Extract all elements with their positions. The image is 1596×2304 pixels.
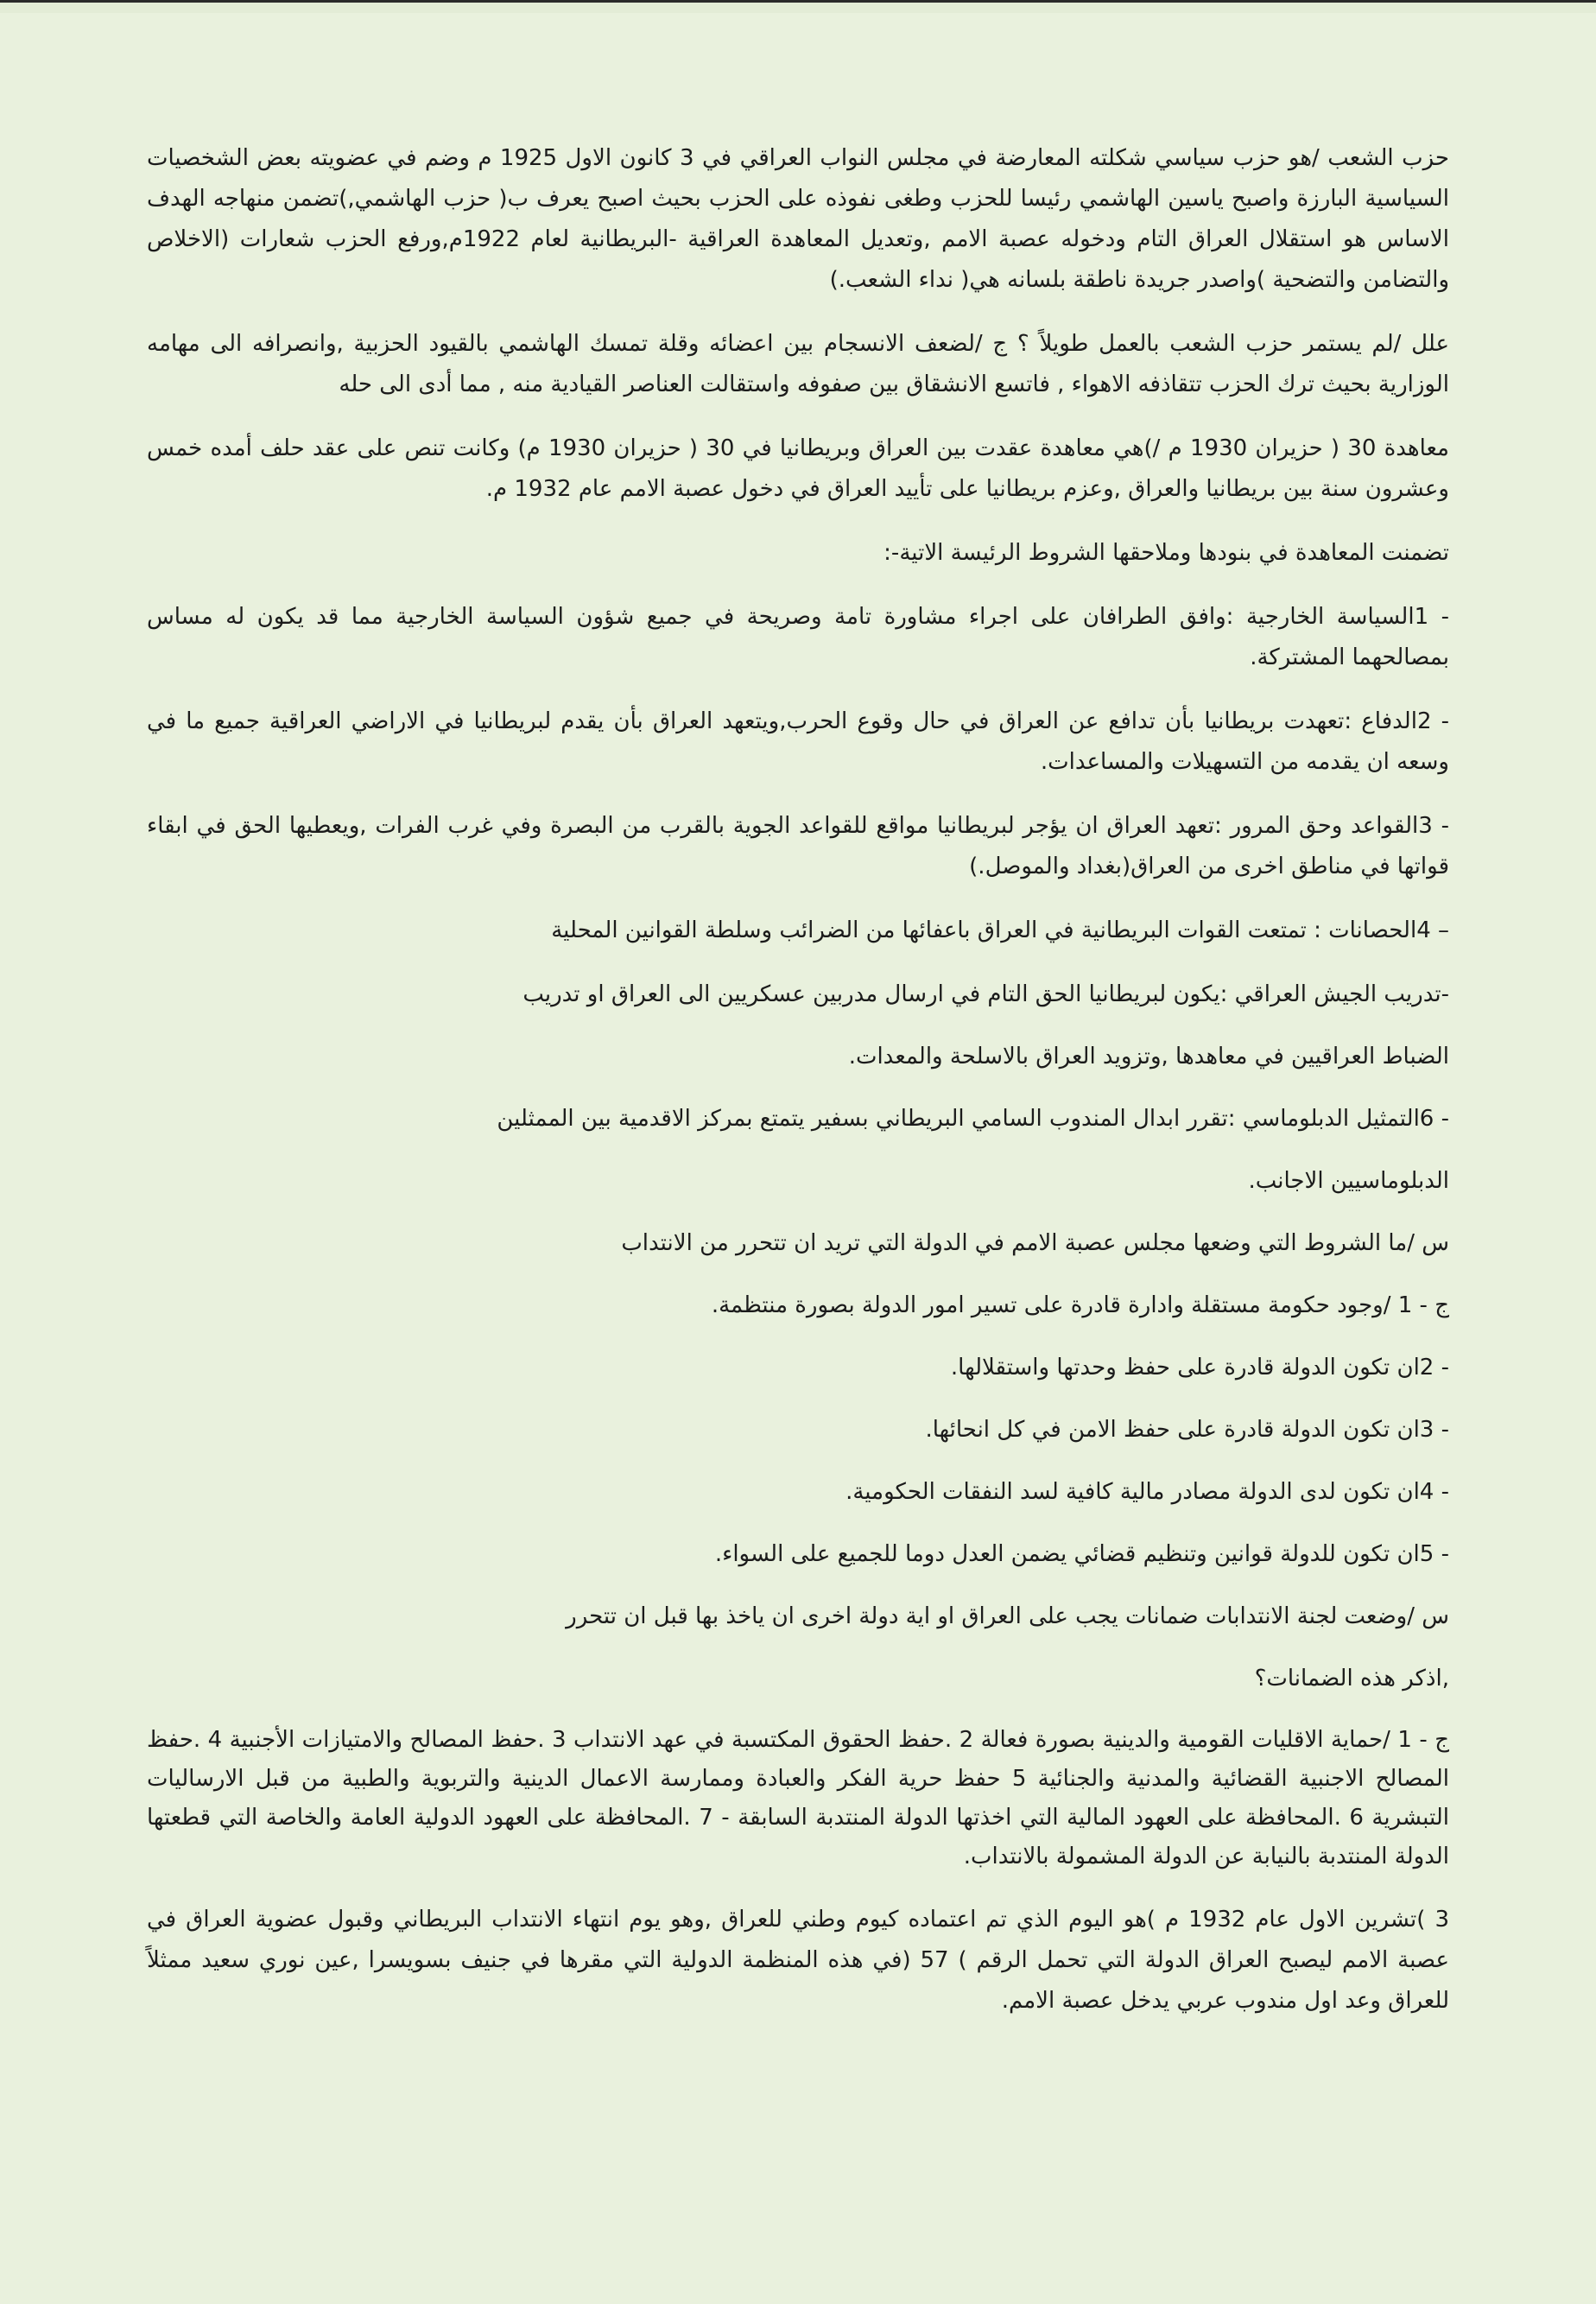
paragraph-peoples-party: حزب الشعب /هو حزب سياسي شكلته المعارضة في مجلس النواب العراقي في 3 كانون الاول 1925 م وضم في عضويته بعض الشخصيات السياسية البارزة واصبح ياسين الهاشمي رئيسا للحزب وطغى نفوذه على الحزب بحيث اصبح يعرف ب( حزب الهاشمي,)تضمن منهاجه الهدف الاساس هو استقلال العراق التام ودخوله عصبة الامم ,وتعديل المعاهدة العراقية -البريطانية لعام 1922م,ورفع الحزب شعارات (الاخلاص والتضامن والتضحية )واصدر جريدة ناطقة بلسانه هي( نداء الشعب.): [147, 145, 1450, 293]
paragraph-league-answer-5: - 5ان تكون للدولة قوانين وتنظيم قضائي يضمن العدل دوما للجميع على السواء.: [714, 1541, 1449, 1567]
paragraph-league-question: س /ما الشروط التي وضعها مجلس عصبة الامم في الدولة التي تريد ان تتحرر من الانتداب: [621, 1230, 1449, 1256]
paragraph-army-training: -تدريب الجيش العراقي :يكون لبريطانيا الحق التام في ارسال مدربين عسكريين الى العراق او تدريب: [522, 981, 1449, 1007]
paragraph-league-answer-3: - 3ان تكون الدولة قادرة على حفظ الامن في كل انحائها.: [925, 1417, 1449, 1443]
paragraph-immunities: – 4الحصانات : تمتعت القوات البريطانية في العراق باعفائها من الضرائب وسلطة القوانين المحلية: [551, 917, 1449, 943]
paragraph-treaty-1930: معاهدة 30 ( حزيران 1930 م /)هي معاهدة عقدت بين العراق وبريطانيا في 30 ( حزيران 1930 م) وكانت تنص على عقد حلف أمده خمس وعشرون سنة بين بريطانيا والعراق ,وعزم بريطانيا على تأييد العراق في دخول عصبة الامم عام 1932 م.: [147, 435, 1449, 502]
paragraph-diplomatic-cont: الدبلوماسيين الاجانب.: [1248, 1168, 1449, 1194]
document-page: [147, 138, 1449, 2045]
top-border: [0, 0, 1596, 13]
paragraph-foreign-policy: - 1السياسة الخارجية :وافق الطرافان على اجراء مشاورة تامة وصريحة في جميع شؤون السياسة الخارجية مما قد يكون له مساس بمصالحهما المشتركة.: [147, 604, 1449, 670]
paragraph-league-answer-1: ج - 1 /وجود حكومة مستقلة وادارة قادرة على تسير امور الدولة بصورة منتظمة.: [711, 1292, 1449, 1318]
paragraph-league-answer-4: - 4ان تكون لدى الدولة مصادر مالية كافية لسد النفقات الحكومية.: [846, 1479, 1449, 1505]
paragraph-guarantees-question: س /وضعت لجنة الانتدابات ضمانات يجب على العراق او اية دولة اخرى ان ياخذ بها قبل ان تتحرر: [566, 1603, 1449, 1629]
paragraph-treaty-terms-heading: تضمنت المعاهدة في بنودها وملاحقها الشروط الرئيسة الاتية-:: [884, 540, 1449, 566]
paragraph-bases: - 3القواعد وحق المرور :تعهد العراق ان يؤجر لبريطانيا مواقع للقواعد الجوية بالقرب من البصرة وفي غرب الفرات ,ويعطيها الحق في ابقاء قواتها في مناطق اخرى من العراق(بغداد والموصل.): [147, 813, 1449, 879]
paragraph-reason-question: علل /لم يستمر حزب الشعب بالعمل طويلاً ؟ ج /لضعف الانسجام بين اعضائه وقلة تمسك الهاشمي بالقيود الحزبية ,وانصرافه الى مهامه الوزارية بحيث ترك الحزب تتقاذفه الاهواء , فاتسع الانشقاق بين صفوفه واستقالت العناصر القيادية منه , مما أدى الى حله: [147, 331, 1449, 397]
paragraph-national-day: 3 )تشرين الاول عام 1932 م )هو اليوم الذي تم اعتماده كيوم وطني للعراق ,وهو يوم انتهاء الانتداب البريطاني وقبول عضوية العراق في عصبة الامم ليصبح العراق الدولة التي تحمل الرقم ) 57 (في هذه المنظمة الدولية التي مقرها في جنيف بسويسرا ,عين نوري سعيد ممثلاً للعراق وعد اول مندوب عربي يدخل عصبة الامم.: [147, 1907, 1449, 2014]
paragraph-army-training-cont: الضباط العراقيين في معاهدها ,وتزويد العراق بالاسلحة والمعدات.: [848, 1044, 1449, 1069]
paragraph-guarantees-question-cont: ,اذكر هذه الضمانات؟: [1254, 1666, 1449, 1692]
paragraph-league-answer-2: - 2ان تكون الدولة قادرة على حفظ وحدتها واستقلالها.: [950, 1355, 1449, 1380]
paragraph-guarantees-answer: ج - 1 /حماية الاقليات القومية والدينية بصورة فعالة 2 .حفظ الحقوق المكتسبة في عهد الانتداب 3 .حفظ المصالح والامتيازات الأجنبية 4 .حفظ المصالح الاجنبية القضائية والمدنية والجنائية 5 حفظ حرية الفكر والعبادة وممارسة الاعمال الدينية والتربوية والطبية من قبل الارساليات التبشرية 6 .المحافظة على العهود المالية التي اخذتها الدولة المنتدبة السابقة - 7 .المحافظة على العهود الدولية العامة والخاصة التي قطعتها الدولة المنتدبة بالنيابة عن الدولة المشمولة بالانتداب.: [147, 1727, 1450, 1869]
paragraph-defense: - 2الدفاع :تعهدت بريطانيا بأن تدافع عن العراق في حال وقوع الحرب,ويتعهد العراق بأن يقدم لبريطانيا في الاراضي العراقية جميع ما في وسعه ان يقدمه من التسهيلات والمساعدات.: [147, 708, 1449, 775]
paragraph-diplomatic: - 6التمثيل الدبلوماسي :تقرر ابدال المندوب السامي البريطاني بسفير يتمتع بمركز الاقدمية بين الممثلين: [497, 1106, 1449, 1132]
